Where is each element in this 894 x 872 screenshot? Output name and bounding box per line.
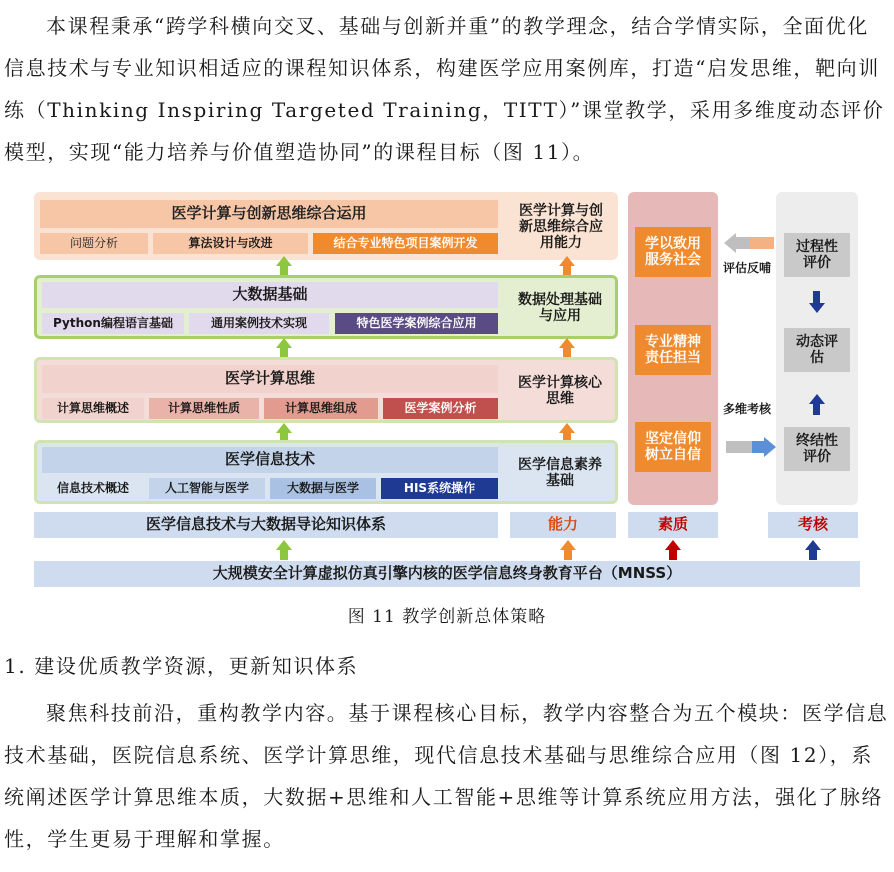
layer2-item-2: 人工智能与医学 bbox=[149, 478, 265, 499]
layer2-ability: 医学信息素养基础 bbox=[510, 447, 610, 499]
bottom-knowledge: 医学信息技术与大数据导论知识体系 bbox=[34, 512, 498, 538]
layer4-item-3: 特色医学案例综合应用 bbox=[335, 313, 498, 334]
assessment-item-2: 动态评估 bbox=[784, 328, 850, 372]
assessment-item-1: 过程性评价 bbox=[784, 233, 850, 277]
layer3-item-2: 计算思维性质 bbox=[149, 398, 259, 419]
layer5-title: 医学计算与创新思维综合运用 bbox=[40, 200, 498, 228]
layer3-title: 医学计算思维 bbox=[42, 365, 498, 393]
intro-paragraph: 本课程秉承“跨学科横向交叉、基础与创新并重”的教学理念，结合学情实际，全面优化信息技术与专业知识相适应的课程知识体系，构建医学应用案例库，打造“启发思维，靶向训练（Thinking Inspiring Targeted Training，TITT）”课堂教学，采用多维度动态评价模型，实现“能力培养与价值塑造协同”的课程目标（图 11）。 bbox=[4, 14, 885, 164]
layer3-item-3: 计算思维组成 bbox=[264, 398, 378, 419]
layer2-item-3: 大数据与医学 bbox=[270, 478, 376, 499]
bottom-ability: 能力 bbox=[510, 512, 616, 538]
feedback-label: 评估反哺 bbox=[722, 261, 771, 276]
layer3-ability: 医学计算核心思维 bbox=[510, 365, 610, 417]
layer3-item-4: 医学案例分析 bbox=[383, 398, 498, 419]
figure-caption: 图 11 教学创新总体策略 bbox=[347, 607, 547, 627]
body-paragraph: 聚焦科技前沿，重构教学内容。基于课程核心目标，教学内容整合为五个模块：医学信息技术基础，医院信息系统、医学计算思维，现代信息技术基础与思维综合应用（图 12），系统阐述医学计算思维本质，大数据+思维和人工智能+思维等计算系统应用方法，强化了脉络性，学生更易于理解和掌握。 bbox=[4, 701, 889, 851]
platform-bar: 大规模安全计算虚拟仿真引擎内核的医学信息终身教育平台（MNSS） bbox=[34, 561, 860, 587]
layer4-item-2: 通用案例技术实现 bbox=[189, 313, 329, 334]
quality-item-3: 坚定信仰树立自信 bbox=[635, 422, 711, 472]
layer2-item-4: HIS系统操作 bbox=[381, 478, 498, 499]
layer5-item-2: 算法设计与改进 bbox=[153, 233, 308, 254]
layer4-item-1: Python编程语言基础 bbox=[42, 313, 184, 334]
layer4-ability: 数据处理基础与应用 bbox=[510, 282, 610, 334]
multi-label: 多维考核 bbox=[722, 402, 771, 417]
layer2-item-1: 信息技术概述 bbox=[42, 478, 144, 499]
layer5-item-3: 结合专业特色项目案例开发 bbox=[313, 233, 498, 254]
section-heading: 1. 建设优质教学资源，更新知识体系 bbox=[4, 654, 359, 678]
quality-item-1: 学以致用服务社会 bbox=[635, 227, 711, 277]
bottom-quality: 素质 bbox=[628, 512, 718, 538]
layer5-ability: 医学计算与创新思维综合应用能力 bbox=[510, 198, 612, 256]
assessment-item-3: 终结性评价 bbox=[784, 427, 850, 471]
layer5-item-1: 问题分析 bbox=[40, 233, 148, 254]
layer2-title: 医学信息技术 bbox=[42, 447, 498, 473]
bottom-assessment: 考核 bbox=[768, 512, 858, 538]
quality-item-2: 专业精神责任担当 bbox=[635, 325, 711, 375]
layer3-item-1: 计算思维概述 bbox=[42, 398, 144, 419]
layer4-title: 大数据基础 bbox=[42, 282, 498, 308]
